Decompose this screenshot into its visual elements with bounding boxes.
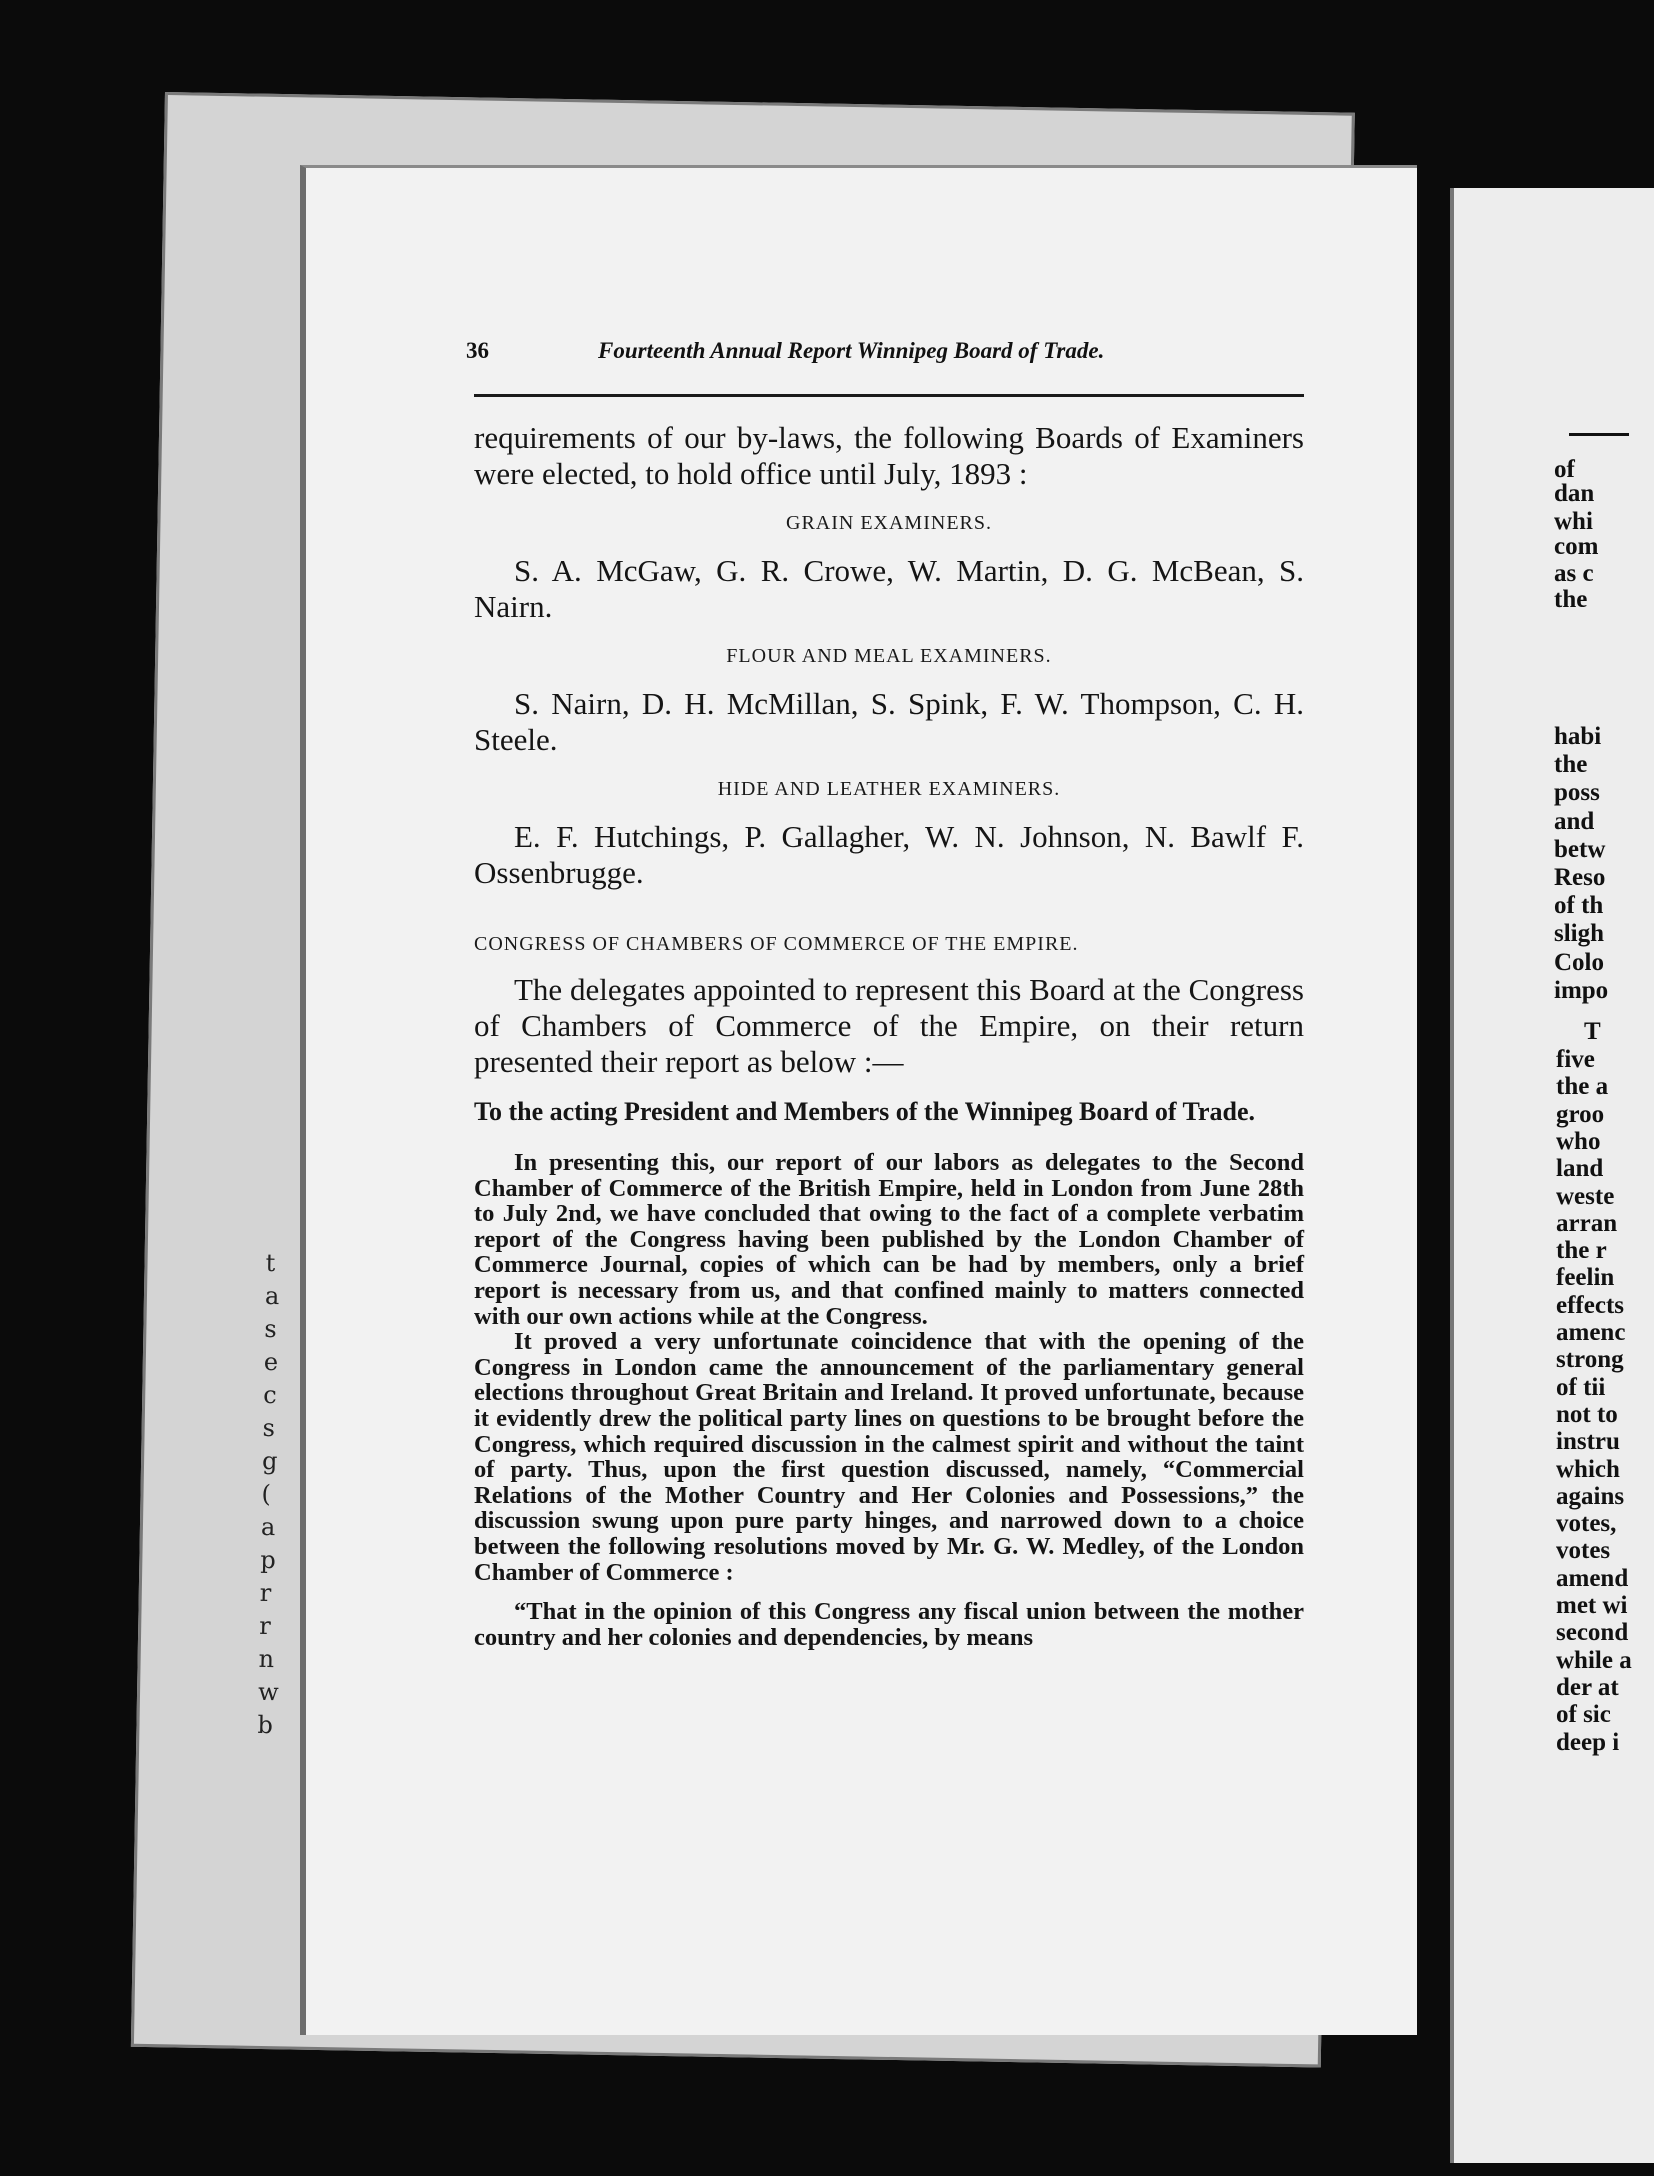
margin-fragment: a [260, 1512, 276, 1542]
intro-paragraph: requirements of our by-laws, the following Boards of Examiners were elected, to hold office until July, 1893 : [474, 420, 1304, 491]
facing-page-line: land [1556, 1155, 1604, 1183]
page-number: 36 [466, 338, 489, 363]
facing-page-line: betw [1554, 835, 1606, 863]
header-rule [474, 394, 1304, 397]
facing-page-line: amend [1556, 1564, 1629, 1592]
facing-page-line: while a [1556, 1646, 1632, 1674]
facing-page-line: votes, [1556, 1510, 1617, 1538]
report-paragraph-1: In presenting this, our report of our labors as delegates to the Second Chamber of Commerce of the British Empire, held in London from June 28th to July 2nd, we have concluded that owing to the fact of a complete verbatim report of the Congress having been published by the London Chamber of Commerce Journal, copies of which can be had by members, only a brief report is necessary from us, and that confined mainly to matters connected with our own actions while at the Congress. [474, 1149, 1304, 1330]
page-body [474, 420, 1304, 1650]
margin-fragment: b [257, 1710, 274, 1740]
facing-page-line: of tii [1556, 1373, 1606, 1401]
facing-page-line: and [1554, 807, 1595, 835]
flour-examiners-names: S. Nairn, D. H. McMillan, S. Spink, F. W. Thompson, C. H. Steele. [474, 686, 1304, 757]
facing-page-line: Reso [1554, 864, 1606, 891]
facing-page-line: as c [1554, 560, 1594, 587]
margin-fragment: s [264, 1314, 277, 1344]
facing-page-line: deep i [1556, 1728, 1620, 1756]
margin-fragment: g [261, 1446, 278, 1476]
facing-page-line: five [1556, 1046, 1595, 1073]
facing-page-line: the [1554, 586, 1588, 613]
hide-examiners-names: E. F. Hutchings, P. Gallagher, W. N. Johnson, N. Bawlf F. Ossenbrugge. [474, 819, 1304, 890]
facing-page-fragment [1450, 188, 1654, 2163]
margin-fragment: s [262, 1413, 276, 1443]
facing-page-line: not to [1556, 1400, 1618, 1428]
margin-fragment: ( [261, 1479, 272, 1509]
facing-page-line: whi [1554, 508, 1593, 535]
salutation: To the acting President and Members of the Winnipeg Board of Trade. [474, 1097, 1255, 1126]
facing-page-line: agains [1556, 1482, 1625, 1510]
report-paragraph-2: It proved a very unfortunate coincidence that with the opening of the Congress in London came the announcement of the parliamentary general elections throughout Great Britain and Ireland. It proved unfortunate, because it evidently drew the political party lines on questions to be brought before the Congress, which required discussion in the calmest spirit and without the taint of party. Thus, upon the first question discussed, namely, “Commercial Relations of the Mother Country and Her Colonies and Possessions,” the discussion swung upon pure party hinges, and narrowed down to a choice between the following resolutions moved by Mr. G. W. Medley, of the London Chamber of Commerce : [474, 1328, 1304, 1586]
margin-fragment: r [259, 1611, 271, 1641]
congress-intro: The delegates appointed to represent this Board at the Congress of Chambers of Commerce of the Empire, on their return presented their report as below :— [474, 972, 1304, 1079]
page-header [466, 338, 1306, 378]
margin-fragment: t [265, 1248, 276, 1278]
grain-examiners-heading: GRAIN EXAMINERS. [786, 512, 992, 534]
facing-page-line: habi [1554, 723, 1602, 750]
margin-fragment: c [263, 1380, 277, 1410]
facing-page-line: of sic [1556, 1701, 1611, 1729]
facing-page-line: impo [1554, 976, 1609, 1004]
document-page [300, 165, 1417, 2035]
facing-page-line: instru [1556, 1428, 1620, 1456]
margin-fragment: n [258, 1644, 275, 1674]
flour-examiners-heading: FLOUR AND MEAL EXAMINERS. [726, 645, 1052, 667]
margin-fragment: w [257, 1677, 279, 1707]
facing-page-line: dan [1554, 480, 1595, 507]
facing-page-line: votes [1556, 1537, 1611, 1565]
margin-fragment: p [260, 1545, 277, 1575]
facing-page-line: feelin [1556, 1264, 1615, 1292]
facing-page-line: strong [1556, 1346, 1624, 1374]
facing-page-line: arran [1556, 1209, 1618, 1237]
facing-page-line: sligh [1554, 920, 1605, 948]
facing-page-line: effects [1556, 1291, 1624, 1319]
facing-page-line: der at [1556, 1673, 1619, 1701]
hide-examiners-heading: HIDE AND LEATHER EXAMINERS. [717, 778, 1061, 800]
left-margin-fragments [257, 1247, 286, 1742]
facing-page-line: of th [1554, 892, 1604, 920]
facing-page-line: amenc [1556, 1319, 1626, 1346]
facing-page-line: which [1556, 1455, 1620, 1483]
margin-fragment: r [259, 1578, 272, 1608]
facing-page-line: weste [1556, 1182, 1615, 1210]
facing-page-line: met wi [1556, 1592, 1628, 1619]
margin-fragment: e [263, 1347, 279, 1377]
facing-page-line: poss [1554, 779, 1600, 807]
grain-examiners-names: S. A. McGaw, G. R. Crowe, W. Martin, D. G. McBean, S. Nairn. [474, 553, 1304, 624]
facing-page-line: the a [1556, 1073, 1609, 1101]
facing-page-line: the r [1556, 1237, 1607, 1265]
facing-page-line: of [1554, 456, 1575, 483]
facing-page-line: who [1556, 1127, 1601, 1155]
margin-fragment: a [264, 1281, 280, 1311]
running-title: Fourteenth Annual Report Winnipeg Board of Trade. [598, 338, 1105, 363]
facing-page-line: com [1554, 533, 1599, 560]
facing-page-line: the [1554, 751, 1588, 779]
facing-page-line: T [1584, 1018, 1601, 1045]
facing-page-line: Colo [1554, 948, 1604, 976]
congress-heading: CONGRESS OF CHAMBERS OF COMMERCE OF THE EMPIRE. [474, 933, 1079, 955]
facing-page-line: second [1556, 1619, 1629, 1647]
report-quote: “That in the opinion of this Congress any fiscal union between the mother country and her colonies and dependencies, by means [474, 1598, 1304, 1651]
facing-page-rule [1569, 433, 1629, 436]
facing-page-line: groo [1556, 1100, 1605, 1128]
